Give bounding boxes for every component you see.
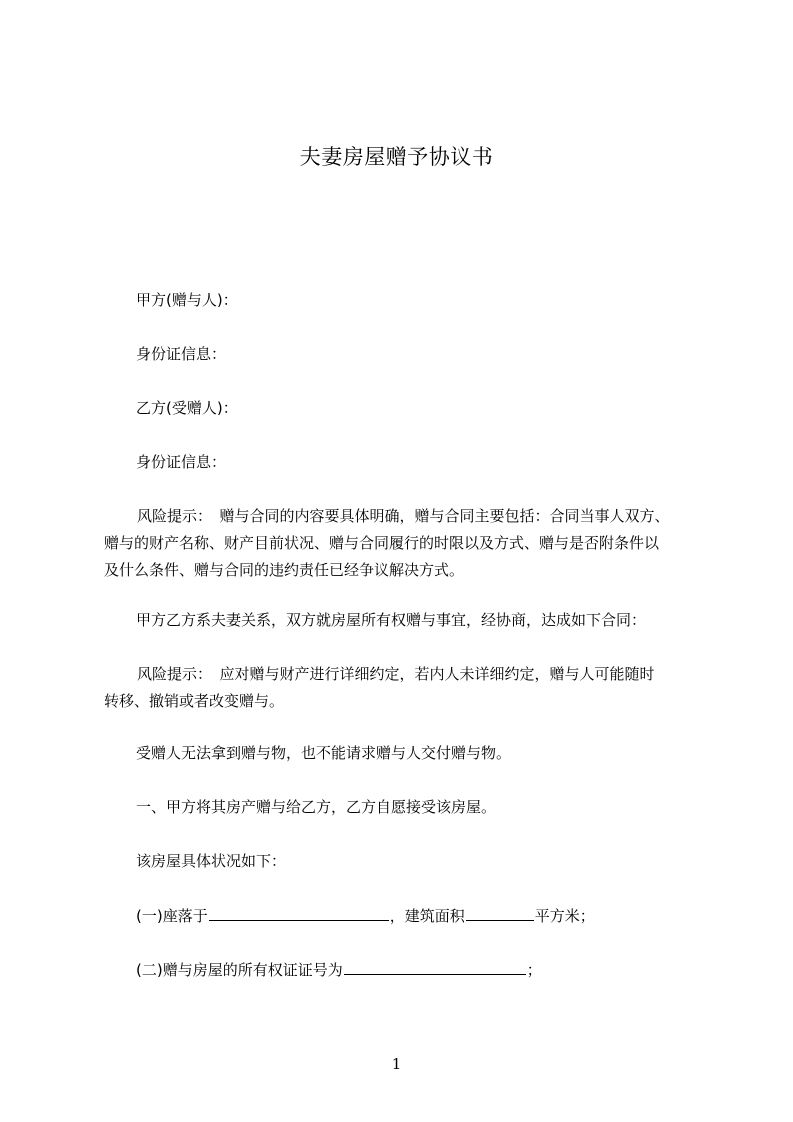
party-b-id-label: 身份证信息： — [136, 453, 227, 471]
item-1-middle: ，建筑面积 — [389, 907, 465, 925]
item-1-location — [104, 902, 736, 930]
party-a-id-label: 身份证信息： — [136, 345, 227, 363]
item-2-suffix: ； — [526, 961, 542, 979]
risk-notice-2-line-2: 转移、撤销或者改变赠与。 — [104, 692, 285, 710]
house-status-heading: 该房屋具体状况如下： — [136, 852, 287, 870]
risk-notice-1-line-1: 风险提示： 赠与合同的内容要具体明确，赠与合同主要包括：合同当事人双方、 — [137, 507, 670, 525]
risk-notice-2-line-1: 风险提示： 应对赠与财产进行详细约定，若内人未详细约定，赠与人可能随时 — [137, 665, 655, 683]
relation-statement: 甲方乙方系夫妻关系，双方就房屋所有权赠与事宜，经协商，达成如下合同： — [136, 611, 647, 629]
party-a-label: 甲方(赠与人)： — [136, 291, 238, 309]
item-1-suffix: 平方米； — [534, 907, 595, 925]
area-blank[interactable] — [466, 902, 534, 921]
clause-1: 一、甲方将其房产赠与给乙方，乙方自愿接受该房屋。 — [136, 798, 497, 816]
item-2-prefix: (二)赠与房屋的所有权证证号为 — [136, 961, 343, 979]
risk-notice-1-line-3: 及什么条件、赠与合同的违约责任已经争议解决方式。 — [104, 561, 465, 579]
item-1-prefix: (一)座落于 — [136, 907, 208, 925]
certificate-number-blank[interactable] — [344, 956, 526, 975]
party-b-label: 乙方(受赠人)： — [136, 399, 238, 417]
risk-notice-1-line-2: 赠与的财产名称、财产目前状况、赠与合同履行的时限以及方式、赠与是否附条件以 — [104, 534, 660, 552]
item-2-certificate — [104, 956, 736, 984]
page-number: 1 — [391, 1055, 402, 1073]
location-blank[interactable] — [209, 902, 389, 921]
document-title: 夫妻房屋赠予协议书 — [299, 145, 494, 169]
consequence-statement: 受赠人无法拿到赠与物，也不能请求赠与人交付赠与物。 — [136, 744, 512, 762]
